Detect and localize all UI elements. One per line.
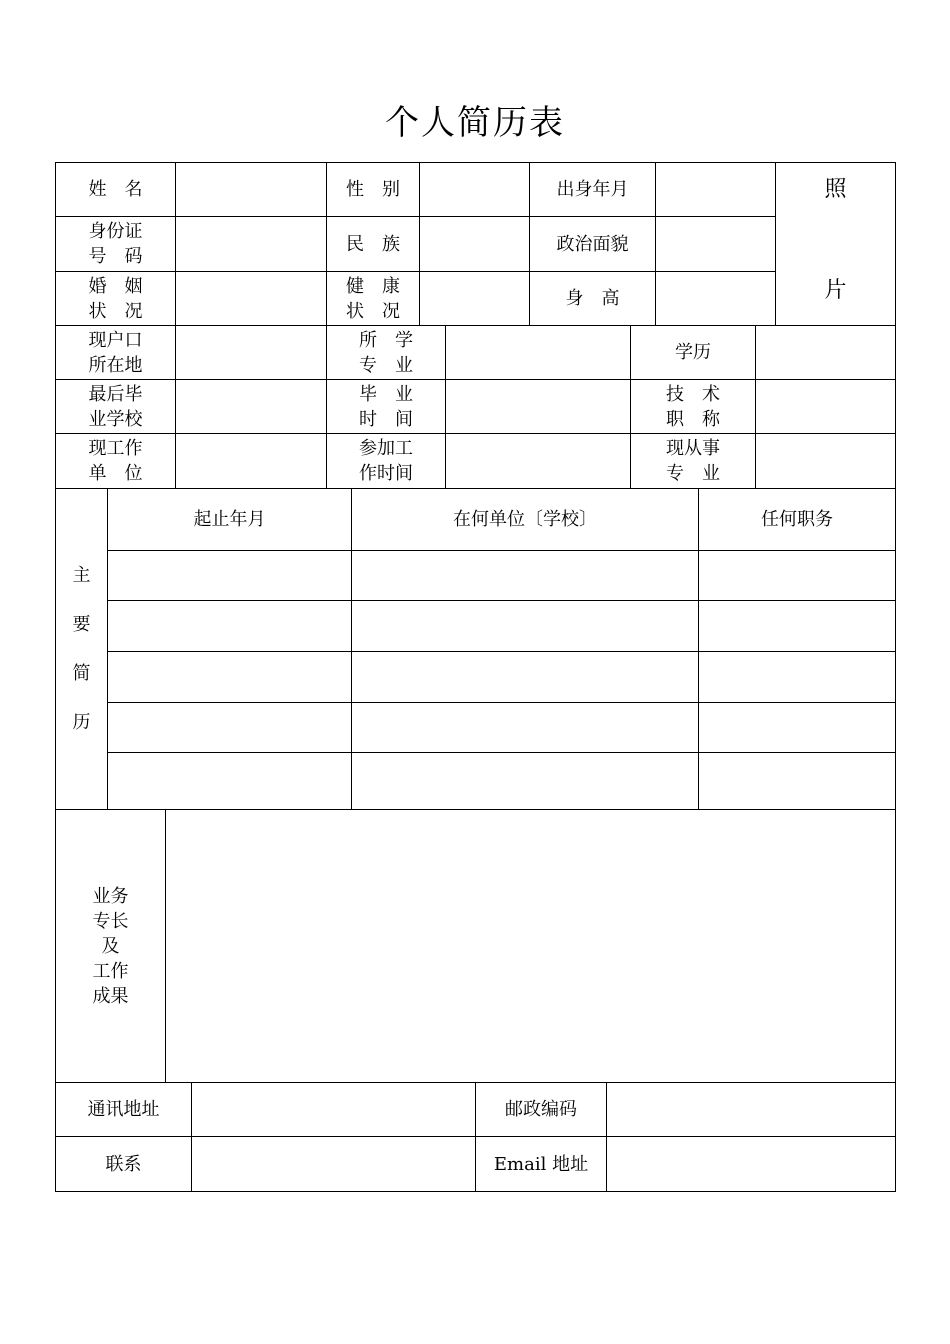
label-employer	[55, 433, 176, 489]
label-gender	[326, 162, 420, 217]
value-education[interactable]	[755, 325, 896, 380]
label-text: 参加工	[359, 438, 413, 459]
label-resume	[55, 488, 108, 810]
resume-position-cell[interactable]	[698, 550, 896, 601]
resume-period-cell[interactable]	[107, 752, 352, 810]
resume-period-cell[interactable]	[107, 651, 352, 703]
value-name[interactable]	[175, 162, 327, 217]
label-text: 健 康	[346, 275, 400, 297]
resume-unit-cell[interactable]	[351, 752, 699, 810]
label-contact	[55, 1136, 192, 1192]
label-text: 婚 姻	[88, 275, 143, 297]
value-hukou[interactable]	[175, 325, 327, 380]
value-address[interactable]	[191, 1082, 476, 1137]
label-text: 历	[72, 712, 91, 733]
label-text: 业务	[92, 885, 129, 907]
label-text: 邮政编码	[505, 1099, 577, 1120]
label-major	[326, 325, 446, 380]
label-text: 专 业	[666, 463, 720, 484]
value-expertise[interactable]	[165, 809, 896, 1083]
label-text: 要	[72, 614, 91, 635]
label-education	[630, 325, 756, 380]
label-name	[55, 162, 176, 217]
resume-period-cell[interactable]	[107, 600, 352, 652]
label-text: 身份证	[88, 221, 143, 242]
resume-unit-cell[interactable]	[351, 651, 699, 703]
resume-position-cell[interactable]	[698, 702, 896, 753]
value-marital[interactable]	[175, 271, 327, 326]
label-text: 民 族	[346, 233, 400, 255]
label-text: 业学校	[88, 408, 143, 430]
label-text: 成果	[92, 985, 129, 1007]
photo-label-top: 照	[824, 177, 847, 202]
label-text: 单 位	[88, 463, 143, 484]
label-text: 及	[101, 935, 120, 957]
label-text: 现工作	[88, 438, 143, 459]
label-text: 现户口	[88, 329, 143, 351]
label-text: 出身年月	[556, 179, 629, 200]
label-expertise	[55, 809, 166, 1083]
label-text: 最后毕	[88, 383, 143, 405]
label-text: 起止年月	[193, 509, 266, 530]
label-text: 姓 名	[88, 179, 143, 200]
label-text: 主	[72, 565, 91, 586]
value-height[interactable]	[655, 271, 776, 326]
resume-unit-cell[interactable]	[351, 702, 699, 753]
label-text: 职 称	[666, 408, 720, 430]
label-text: 任何职务	[761, 509, 833, 530]
label-hukou	[55, 325, 176, 380]
value-employer[interactable]	[175, 433, 327, 489]
label-title	[630, 379, 756, 434]
label-gradtime	[326, 379, 446, 434]
value-current[interactable]	[755, 433, 896, 489]
resume-position-cell[interactable]	[698, 651, 896, 703]
label-id	[55, 216, 176, 272]
label-text: 技 术	[666, 383, 720, 405]
value-gender[interactable]	[419, 162, 530, 217]
label-text: 学历	[675, 342, 711, 363]
photo-label-bottom: 片	[824, 278, 847, 303]
label-text: Email 地址	[493, 1153, 589, 1175]
label-text: 所 学	[359, 329, 413, 351]
label-text: 所在地	[88, 354, 143, 376]
value-email[interactable]	[606, 1136, 896, 1192]
label-worktime	[326, 433, 446, 489]
resume-period-cell[interactable]	[107, 702, 352, 753]
value-political[interactable]	[655, 216, 776, 272]
value-title[interactable]	[755, 379, 896, 434]
label-text: 政治面貌	[556, 233, 629, 255]
label-text: 作时间	[359, 463, 413, 484]
label-text: 简	[72, 663, 91, 684]
label-text: 号 码	[88, 246, 143, 267]
resume-position-cell[interactable]	[698, 752, 896, 810]
label-text: 毕 业	[359, 383, 413, 405]
label-text: 专长	[92, 910, 129, 932]
value-contact[interactable]	[191, 1136, 476, 1192]
resume-position-cell[interactable]	[698, 600, 896, 652]
label-address	[55, 1082, 192, 1137]
label-postcode	[475, 1082, 607, 1137]
label-text: 在何单位〔学校〕	[453, 509, 597, 530]
label-text: 联系	[105, 1153, 142, 1175]
value-gradtime[interactable]	[445, 379, 631, 434]
value-postcode[interactable]	[606, 1082, 896, 1137]
column-header-position	[698, 488, 896, 551]
label-birth	[529, 162, 656, 217]
value-major[interactable]	[445, 325, 631, 380]
label-text: 专 业	[359, 354, 413, 376]
value-health[interactable]	[419, 271, 530, 326]
label-health	[326, 271, 420, 326]
label-text: 状 况	[88, 300, 143, 322]
label-text: 工作	[92, 960, 129, 982]
column-header-period	[107, 488, 352, 551]
label-email	[475, 1136, 607, 1192]
label-political	[529, 216, 656, 272]
column-header-unit	[351, 488, 699, 551]
value-id[interactable]	[175, 216, 327, 272]
label-text: 时 间	[359, 408, 413, 430]
value-ethnicity[interactable]	[419, 216, 530, 272]
value-school[interactable]	[175, 379, 327, 434]
label-text: 身 高	[565, 288, 620, 309]
label-text: 通讯地址	[87, 1099, 160, 1120]
resume-period-cell[interactable]	[107, 550, 352, 601]
resume-unit-cell[interactable]	[351, 600, 699, 652]
label-text: 状 况	[346, 300, 400, 322]
label-current	[630, 433, 756, 489]
label-ethnicity	[326, 216, 420, 272]
label-text: 性 别	[346, 179, 400, 200]
label-text: 现从事	[666, 438, 720, 459]
value-birth[interactable]	[655, 162, 776, 217]
resume-unit-cell[interactable]	[351, 550, 699, 601]
label-marital	[55, 271, 176, 326]
label-height	[529, 271, 656, 326]
page-title: 个人简历表	[385, 103, 565, 143]
value-worktime[interactable]	[445, 433, 631, 489]
photo-box[interactable]	[775, 162, 896, 326]
label-school	[55, 379, 176, 434]
